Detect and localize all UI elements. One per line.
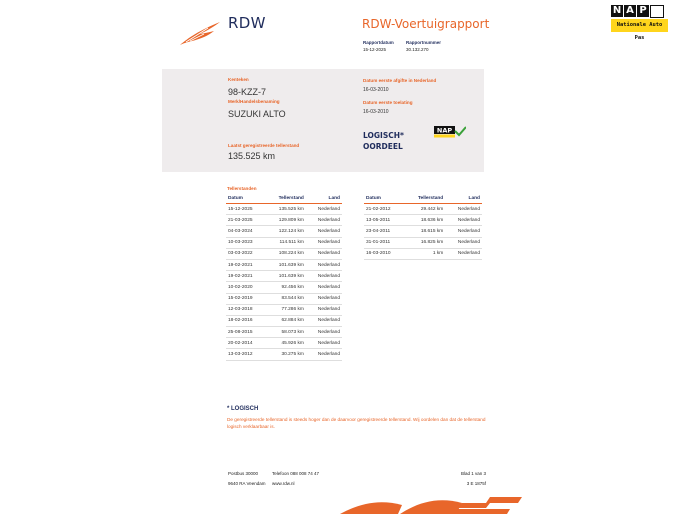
merk-value: SUZUKI ALTO bbox=[228, 109, 286, 119]
row-country: Nederland bbox=[306, 226, 342, 237]
row-odometer: 45.926 km bbox=[265, 338, 305, 349]
row-country: Nederland bbox=[306, 282, 342, 293]
nap-caption: Nationale Auto Pas bbox=[611, 19, 668, 32]
footer-phone: Telefoon 088 008 74 47 bbox=[272, 471, 320, 476]
nap-blank-box bbox=[650, 5, 664, 18]
row-date: 18-02-2016 bbox=[226, 315, 265, 326]
report-number-value: 30.132.270 bbox=[406, 47, 429, 52]
table-row bbox=[226, 215, 342, 226]
table-row bbox=[226, 204, 342, 215]
table-row bbox=[226, 259, 342, 270]
row-country: Nederland bbox=[306, 315, 342, 326]
merk-label: Merk/Handelsbenaming bbox=[228, 99, 280, 104]
row-date: 15-12-2025 bbox=[226, 204, 265, 215]
judgement-line-1: LOGISCH* bbox=[363, 131, 404, 140]
row-date: 13-05-2011 bbox=[364, 215, 404, 226]
row-odometer: 114.511 km bbox=[265, 237, 305, 248]
row-date: 16-03-2010 bbox=[364, 248, 404, 259]
row-odometer: 108.224 km bbox=[265, 248, 305, 259]
row-odometer: 122.124 km bbox=[265, 226, 305, 237]
row-date: 21-02-2012 bbox=[364, 204, 404, 215]
row-odometer: 62.884 km bbox=[265, 315, 305, 326]
table-row bbox=[226, 237, 342, 248]
row-date: 19-02-2021 bbox=[226, 271, 265, 282]
row-country: Nederland bbox=[445, 215, 482, 226]
table-row bbox=[364, 215, 482, 226]
row-date: 12-03-2018 bbox=[226, 304, 265, 315]
table-row bbox=[364, 204, 482, 215]
row-country: Nederland bbox=[306, 304, 342, 315]
table-row bbox=[226, 327, 342, 338]
col-tellerstand: Tellerstand bbox=[265, 195, 305, 204]
table-header-row bbox=[364, 195, 482, 204]
first-admission-value: 16-03-2010 bbox=[363, 109, 389, 115]
table-row bbox=[226, 304, 342, 315]
row-date: 20-02-2014 bbox=[226, 338, 265, 349]
table-row bbox=[226, 293, 342, 304]
report-title: RDW-Voertuigrapport bbox=[362, 17, 490, 31]
last-odometer-label: Laatst geregistreerde tellerstand bbox=[228, 143, 300, 148]
row-country: Nederland bbox=[306, 248, 342, 259]
odometer-table-right bbox=[364, 195, 482, 260]
table-row bbox=[226, 315, 342, 326]
row-odometer: 101.639 km bbox=[265, 259, 305, 270]
nap-letter-p: P bbox=[637, 5, 649, 17]
table-row bbox=[226, 271, 342, 282]
row-country: Nederland bbox=[445, 226, 482, 237]
table-row bbox=[364, 237, 482, 248]
col-tellerstand: Tellerstand bbox=[404, 195, 445, 204]
vehicle-summary-panel bbox=[162, 69, 484, 172]
row-odometer: 30.275 km bbox=[265, 349, 305, 360]
row-country: Nederland bbox=[445, 237, 482, 248]
row-date: 21-03-2025 bbox=[226, 215, 265, 226]
row-country: Nederland bbox=[306, 215, 342, 226]
col-land: Land bbox=[445, 195, 482, 204]
first-issue-label: Datum eerste afgifte in Nederland bbox=[363, 78, 437, 83]
row-odometer: 18.636 km bbox=[404, 215, 445, 226]
row-odometer: 101.639 km bbox=[265, 271, 305, 282]
row-country: Nederland bbox=[306, 327, 342, 338]
row-date: 13-03-2012 bbox=[226, 349, 265, 360]
report-date-value: 15-12-2025 bbox=[363, 47, 387, 52]
row-odometer: 129.809 km bbox=[265, 215, 305, 226]
row-odometer: 135.525 km bbox=[265, 204, 305, 215]
mini-nap-text: NAP bbox=[436, 126, 453, 135]
row-odometer: 77.286 km bbox=[265, 304, 305, 315]
brand-name: RDW bbox=[228, 14, 266, 32]
rdw-logo-icon bbox=[178, 20, 222, 46]
first-issue-value: 16-03-2010 bbox=[363, 87, 389, 93]
table-row bbox=[226, 349, 342, 360]
nap-badge bbox=[611, 5, 668, 41]
report-date-label: Rapportdatum bbox=[363, 40, 394, 45]
nap-letter-n: N bbox=[612, 5, 622, 16]
row-date: 25-08-2015 bbox=[226, 327, 265, 338]
row-country: Nederland bbox=[306, 204, 342, 215]
row-odometer: 58.073 km bbox=[265, 327, 305, 338]
footer-doc-code: 3 E 1875f bbox=[466, 481, 486, 486]
footer-decoration-icon bbox=[340, 495, 530, 514]
row-odometer: 1 km bbox=[404, 248, 445, 259]
footer-address-line1: Postbus 30000 bbox=[228, 471, 259, 476]
row-country: Nederland bbox=[445, 204, 482, 215]
row-odometer: 18.615 km bbox=[404, 226, 445, 237]
row-date: 31-01-2011 bbox=[364, 237, 404, 248]
table-row bbox=[226, 226, 342, 237]
odometer-table-left bbox=[226, 195, 342, 361]
table-row bbox=[226, 338, 342, 349]
report-number-label: Rapportnummer bbox=[406, 40, 442, 45]
table-header-row bbox=[226, 195, 342, 204]
nap-letter-a: A bbox=[624, 5, 636, 17]
row-date: 19-02-2021 bbox=[226, 259, 265, 270]
judgement-text bbox=[363, 130, 404, 152]
row-odometer: 16.825 km bbox=[404, 237, 445, 248]
row-odometer: 83.544 km bbox=[265, 293, 305, 304]
nap-check-icon bbox=[434, 126, 466, 138]
kenteken-value: 98-KZZ-7 bbox=[228, 87, 267, 97]
row-date: 04-03-2024 bbox=[226, 226, 265, 237]
col-datum: Datum bbox=[226, 195, 265, 204]
row-odometer: 29.442 km bbox=[404, 204, 445, 215]
judgement-line-2: OORDEEL bbox=[363, 142, 403, 151]
row-date: 03-03-2022 bbox=[226, 248, 265, 259]
last-odometer-value: 135.525 km bbox=[228, 151, 276, 161]
row-odometer: 92.456 km bbox=[265, 282, 305, 293]
kenteken-label: Kenteken bbox=[228, 77, 249, 82]
table-row bbox=[364, 226, 482, 237]
table-row bbox=[226, 282, 342, 293]
logisch-title: * LOGISCH bbox=[227, 406, 259, 412]
footer-website: www.rdw.nl bbox=[272, 481, 295, 486]
row-country: Nederland bbox=[306, 338, 342, 349]
row-country: Nederland bbox=[306, 271, 342, 282]
row-date: 10-02-2020 bbox=[226, 282, 265, 293]
logisch-explanation: De geregistreerde tellerstand is steeds hoger dan de daarvoor geregistreerde tellerstand. Wij oordelen dan dat de tellerstand logisch verklaarbaar is. bbox=[227, 417, 486, 430]
row-country: Nederland bbox=[306, 237, 342, 248]
tellerstanden-title: Tellerstanden bbox=[227, 186, 257, 191]
col-datum: Datum bbox=[364, 195, 404, 204]
row-country: Nederland bbox=[306, 293, 342, 304]
table-row bbox=[226, 248, 342, 259]
table-row bbox=[364, 248, 482, 259]
row-date: 23-04-2011 bbox=[364, 226, 404, 237]
row-country: Nederland bbox=[306, 349, 342, 360]
row-date: 10-03-2023 bbox=[226, 237, 265, 248]
row-date: 15-02-2019 bbox=[226, 293, 265, 304]
footer-address-line2: 9640 RA Veendam bbox=[228, 481, 266, 486]
col-land: Land bbox=[306, 195, 342, 204]
footer-page-number: Blad 1 van 3 bbox=[460, 471, 486, 476]
first-admission-label: Datum eerste toelating bbox=[363, 100, 413, 105]
row-country: Nederland bbox=[306, 259, 342, 270]
row-country: Nederland bbox=[445, 248, 482, 259]
